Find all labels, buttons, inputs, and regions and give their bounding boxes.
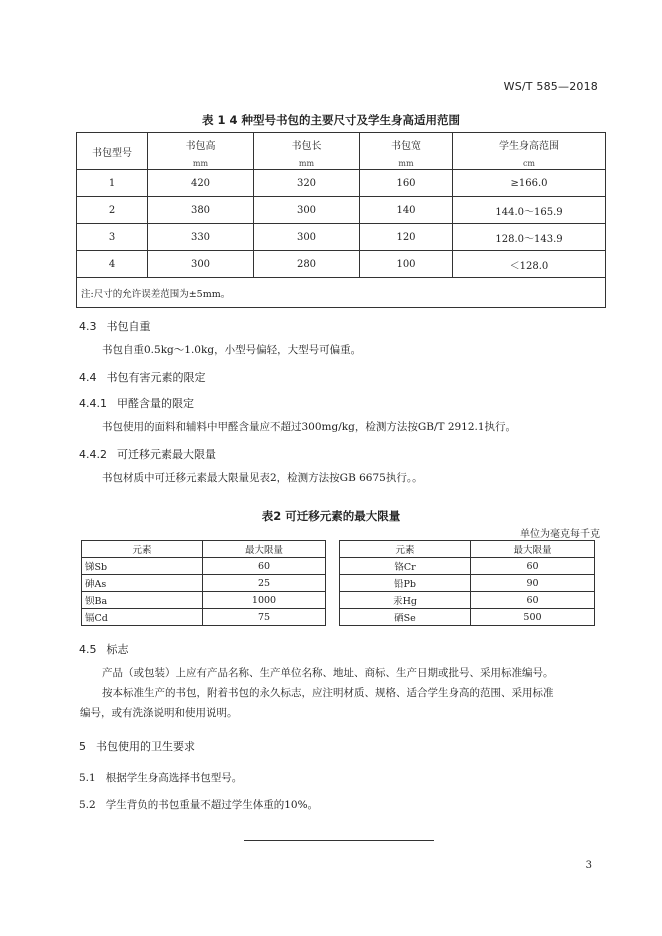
table-cell: 铅Pb bbox=[340, 575, 471, 592]
table-cell: 2 bbox=[77, 197, 148, 224]
table-cell: 300 bbox=[148, 251, 254, 278]
standard-code: WS/T 585—2018 bbox=[503, 80, 598, 93]
table-cell: 锑Sb bbox=[82, 558, 203, 575]
table-cell: 140 bbox=[360, 197, 453, 224]
table-cell: 砷As bbox=[82, 575, 203, 592]
table1-caption: 表 1 4 种型号书包的主要尺寸及学生身高适用范围 bbox=[201, 113, 460, 127]
section-4-3-text: 书包自重0.5kg～1.0kg，小型号偏轻，大型号可偏重。 bbox=[102, 344, 362, 356]
table2-header-row bbox=[82, 541, 326, 558]
section-4-5-text2-line2: 编号，或有洗涤说明和使用说明。 bbox=[80, 707, 238, 719]
table-row bbox=[77, 197, 606, 224]
table-cell: 280 bbox=[254, 251, 360, 278]
table-row bbox=[77, 170, 606, 197]
section-5-1: 5.1 根据学生身高选择书包型号。 bbox=[79, 772, 243, 784]
section-4-4-2-heading: 4.4.2 可迁移元素最大限量 bbox=[79, 448, 216, 461]
table-row bbox=[82, 609, 326, 626]
section-5-2: 5.2 学生背负的书包重量不超过学生体重的10%。 bbox=[79, 799, 319, 811]
table1-header-row bbox=[77, 133, 606, 170]
table-cell: 380 bbox=[148, 197, 254, 224]
section-4-5-text2-line1: 按本标准生产的书包，附着书包的永久标志，应注明材质、规格、适合学生身高的范围、采用标准 bbox=[102, 687, 554, 699]
table-row bbox=[77, 224, 606, 251]
table1-header-cell: 书包长 mm bbox=[254, 133, 360, 170]
table-cell: 汞Hg bbox=[340, 592, 471, 609]
section-4-5-text1: 产品（或包装）上应有产品名称、生产单位名称、地址、商标、生产日期或批号、采用标准编号。 bbox=[102, 667, 554, 679]
table-cell: 144.0～165.9 bbox=[453, 197, 606, 224]
table-row bbox=[77, 251, 606, 278]
page-number: 3 bbox=[585, 860, 592, 871]
table1-header-cell: 书包型号 bbox=[77, 133, 148, 170]
section-4-4-heading: 4.4 书包有害元素的限定 bbox=[79, 371, 206, 384]
section-5-heading: 5 书包使用的卫生要求 bbox=[79, 740, 195, 753]
table-cell: 3 bbox=[77, 224, 148, 251]
table-cell: 420 bbox=[148, 170, 254, 197]
table2-header-cell: 最大限量 bbox=[203, 541, 326, 558]
section-4-3-heading: 4.3 书包自重 bbox=[79, 320, 151, 333]
end-rule bbox=[244, 840, 434, 841]
table1-header-cell: 书包宽 mm bbox=[360, 133, 453, 170]
table-cell: 4 bbox=[77, 251, 148, 278]
table-cell: 60 bbox=[203, 558, 326, 575]
table1-header-cell: 学生身高范围 cm bbox=[453, 133, 606, 170]
table-cell: 120 bbox=[360, 224, 453, 251]
table-cell: 25 bbox=[203, 575, 326, 592]
table-cell: ＜128.0 bbox=[453, 251, 606, 278]
table-row bbox=[340, 592, 595, 609]
table-cell: 75 bbox=[203, 609, 326, 626]
table-row bbox=[82, 558, 326, 575]
table-cell: 160 bbox=[360, 170, 453, 197]
table-cell: 128.0～143.9 bbox=[453, 224, 606, 251]
table-cell: 100 bbox=[360, 251, 453, 278]
table-row bbox=[82, 575, 326, 592]
table-row bbox=[340, 558, 595, 575]
section-4-4-2-text: 书包材质中可迁移元素最大限量见表2，检测方法按GB 6675执行。。 bbox=[102, 472, 423, 484]
table-cell: 320 bbox=[254, 170, 360, 197]
table2-right bbox=[339, 540, 595, 626]
table-cell: 1 bbox=[77, 170, 148, 197]
table-cell: 硒Se bbox=[340, 609, 471, 626]
table-cell: 60 bbox=[471, 558, 595, 575]
table-cell: 90 bbox=[471, 575, 595, 592]
section-4-5-heading: 4.5 标志 bbox=[79, 643, 129, 656]
table-cell: 300 bbox=[254, 197, 360, 224]
section-4-4-1-text: 书包使用的面料和辅料中甲醛含量应不超过300mg/kg，检测方法按GB/T 2912.1执行。 bbox=[102, 421, 517, 433]
table1-note: 注:尺寸的允许误差范围为±5mm。 bbox=[77, 278, 606, 308]
table-cell: 镉Cd bbox=[82, 609, 203, 626]
table2-header-cell: 元素 bbox=[340, 541, 471, 558]
table2-header-cell: 最大限量 bbox=[471, 541, 595, 558]
table1-note-row bbox=[77, 278, 606, 308]
table-cell: 铬Cr bbox=[340, 558, 471, 575]
section-4-4-1-heading: 4.4.1 甲醛含量的限定 bbox=[79, 397, 194, 410]
table-row bbox=[340, 609, 595, 626]
table-cell: 1000 bbox=[203, 592, 326, 609]
table2-header-cell: 元素 bbox=[82, 541, 203, 558]
table-row bbox=[340, 575, 595, 592]
table-cell: 330 bbox=[148, 224, 254, 251]
table2-caption: 表2 可迁移元素的最大限量 bbox=[261, 509, 401, 523]
table-row bbox=[82, 592, 326, 609]
table-cell: 60 bbox=[471, 592, 595, 609]
table1-header-cell: 书包高 mm bbox=[148, 133, 254, 170]
table-cell: 300 bbox=[254, 224, 360, 251]
table-cell: 钡Ba bbox=[82, 592, 203, 609]
table2-unit-note: 单位为毫克每千克 bbox=[520, 529, 600, 540]
table2-left bbox=[81, 540, 326, 626]
table-cell: 500 bbox=[471, 609, 595, 626]
table-cell: ≥166.0 bbox=[453, 170, 606, 197]
table2-header-row bbox=[340, 541, 595, 558]
table1 bbox=[76, 132, 606, 308]
